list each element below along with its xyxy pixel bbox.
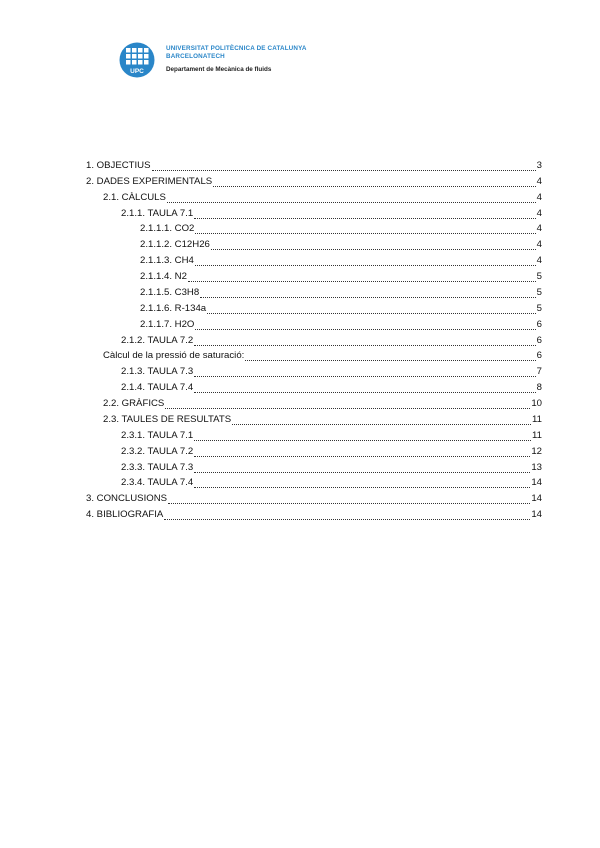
toc-entry-title: 2.3.2. TAULA 7.2 (121, 446, 194, 457)
toc-entry-page: 11 (532, 430, 542, 441)
toc-leader-dots (194, 209, 535, 219)
toc-entry-page: 5 (536, 303, 542, 314)
toc-leader-dots (211, 240, 536, 250)
toc-entry-title: 2.1.4. TAULA 7.4 (121, 382, 194, 393)
toc-entry-page: 4 (536, 239, 542, 250)
university-name: UNIVERSITAT POLITÈCNICA DE CATALUNYA (166, 45, 307, 52)
toc-entry-page: 5 (536, 287, 542, 298)
toc-entry-title: 2.1.1.5. C3H8 (140, 287, 200, 298)
toc-entry-title: 2.1. CÀLCULS (103, 192, 166, 203)
toc-entry-page: 8 (536, 382, 542, 393)
toc-entry-page: 6 (536, 335, 542, 346)
toc-leader-dots (152, 161, 536, 171)
toc-entry[interactable] (103, 349, 542, 363)
toc-entry[interactable] (140, 302, 542, 316)
toc-entry-title: 2.1.1.6. R-134a (140, 303, 207, 314)
toc-leader-dots (232, 415, 531, 425)
toc-entry[interactable] (86, 508, 542, 522)
toc-entry-title: Càlcul de la pressió de saturació: (103, 350, 245, 361)
toc-leader-dots (168, 494, 530, 504)
toc-leader-dots (164, 510, 530, 520)
toc-entry-title: 2.1.2. TAULA 7.2 (121, 335, 194, 346)
toc-entry[interactable] (121, 365, 542, 379)
toc-entry-page: 6 (536, 319, 542, 330)
toc-leader-dots (194, 447, 530, 457)
toc-leader-dots (195, 224, 535, 234)
department-name: Departament de Mecànica de fluids (166, 66, 272, 73)
toc-entry-page: 4 (536, 255, 542, 266)
toc-entry-page: 13 (531, 462, 542, 473)
toc-entry-page: 11 (532, 414, 542, 425)
toc-leader-dots (200, 288, 535, 298)
toc-entry-title: 2.1.1.1. CO2 (140, 223, 195, 234)
toc-leader-dots (213, 177, 535, 187)
toc-entry[interactable] (140, 318, 542, 332)
toc-leader-dots (188, 272, 536, 282)
toc-entry[interactable] (121, 445, 542, 459)
toc-entry-page: 4 (536, 223, 542, 234)
toc-entry[interactable] (140, 254, 542, 268)
toc-entry-title: 2.1.1.4. N2 (140, 271, 187, 282)
toc-entry-title: 2.1.3. TAULA 7.3 (121, 366, 194, 377)
toc-leader-dots (165, 399, 530, 409)
toc-entry-page: 5 (536, 271, 542, 282)
toc-entry[interactable] (86, 159, 542, 173)
toc-entry-page: 12 (531, 446, 542, 457)
toc-leader-dots (194, 478, 530, 488)
toc-leader-dots (207, 304, 536, 314)
toc-entry-title: 2.1.1. TAULA 7.1 (121, 208, 194, 219)
toc-entry-title: 1. OBJECTIUS (86, 160, 151, 171)
toc-entry-page: 4 (536, 176, 542, 187)
toc-entry[interactable] (103, 413, 542, 427)
toc-entry-title: 4. BIBLIOGRAFIA (86, 509, 164, 520)
toc-leader-dots (167, 193, 536, 203)
toc-leader-dots (195, 320, 535, 330)
toc-entry[interactable] (86, 175, 542, 189)
university-subtitle: BARCELONATECH (166, 53, 225, 60)
toc-entry-title: 2.3.3. TAULA 7.3 (121, 462, 194, 473)
upc-logo-text: UPC (130, 68, 144, 75)
toc-entry[interactable] (121, 381, 542, 395)
toc-entry-page: 4 (536, 208, 542, 219)
toc-entry-title: 2.3. TAULES DE RESULTATS (103, 414, 232, 425)
toc-entry-title: 2.1.1.3. CH4 (140, 255, 194, 266)
toc-entry[interactable] (140, 222, 542, 236)
toc-entry[interactable] (140, 270, 542, 284)
toc-entry-title: 2.2. GRÀFICS (103, 398, 165, 409)
toc-entry-title: 2. DADES EXPERIMENTALS (86, 176, 213, 187)
toc-entry-title: 3. CONCLUSIONS (86, 493, 168, 504)
toc-entry[interactable] (103, 397, 542, 411)
toc-entry-page: 3 (536, 160, 542, 171)
toc-entry[interactable] (121, 476, 542, 490)
toc-entry[interactable] (140, 238, 542, 252)
toc-leader-dots (194, 463, 530, 473)
toc-leader-dots (245, 351, 535, 361)
toc-leader-dots (194, 431, 531, 441)
toc-entry-page: 7 (536, 366, 542, 377)
toc-leader-dots (194, 336, 535, 346)
toc-entry-page: 6 (536, 350, 542, 361)
toc-entry-title: 2.3.4. TAULA 7.4 (121, 477, 194, 488)
toc-entry-title: 2.3.1. TAULA 7.1 (121, 430, 194, 441)
toc-entry[interactable] (103, 191, 542, 205)
toc-entry-page: 14 (531, 509, 542, 520)
toc-entry[interactable] (140, 286, 542, 300)
toc-leader-dots (195, 256, 536, 266)
toc-entry-title: 2.1.1.2. C12H26 (140, 239, 210, 250)
toc-entry[interactable] (86, 492, 542, 506)
toc-entry[interactable] (121, 334, 542, 348)
toc-entry[interactable] (121, 207, 542, 221)
toc-entry-page: 4 (536, 192, 542, 203)
toc-entry[interactable] (121, 429, 542, 443)
toc-entry-page: 14 (531, 493, 542, 504)
toc-entry-page: 14 (531, 477, 542, 488)
toc-leader-dots (194, 383, 535, 393)
toc-entry-title: 2.1.1.7. H2O (140, 319, 195, 330)
toc-entry[interactable] (121, 461, 542, 475)
toc-entry-page: 10 (531, 398, 542, 409)
toc-leader-dots (194, 367, 535, 377)
